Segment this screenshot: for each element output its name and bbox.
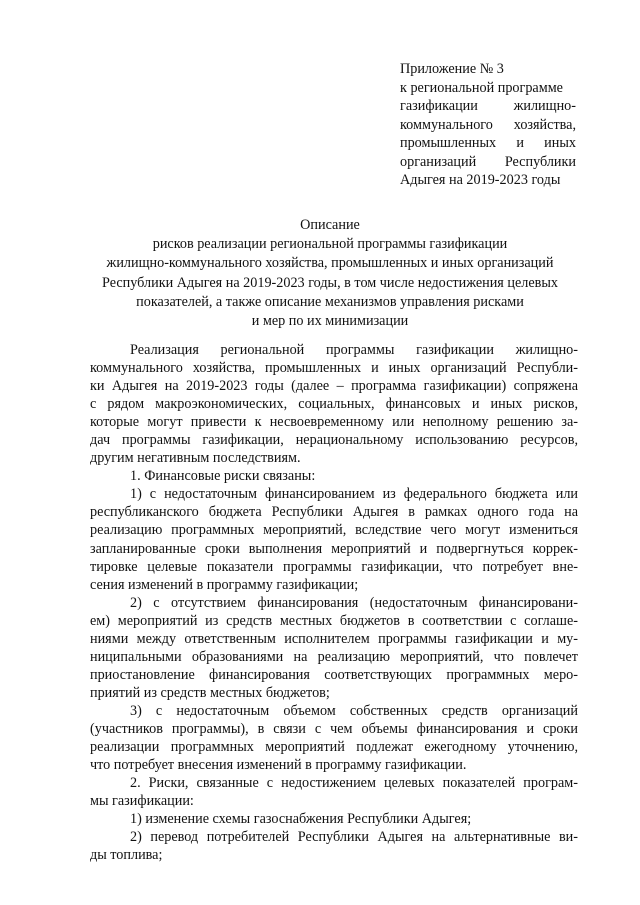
body-line: тировке целевые показатели программы газификации, что потребует вне-	[90, 558, 578, 575]
annex-line: промышленных и иных	[400, 135, 576, 151]
body-line: приостановление финансирования соответствующих программных меро-	[90, 666, 578, 683]
annex-header	[400, 60, 576, 190]
body-line: 1) изменение схемы газоснабжения Республики Адыгея;	[130, 811, 472, 828]
body-line: ки Адыгея на 2019-2023 годы (далее – программа газификации) сопряжена	[90, 378, 578, 395]
title-line: Республики Адыгея на 2019-2023 годы, в том числе недостижения целевых	[102, 274, 558, 291]
annex-line: организаций Республики	[400, 153, 576, 170]
body-line: сения изменений в программу газификации;	[90, 576, 359, 593]
annex-line: Адыгея на 2019-2023 годы	[400, 172, 561, 188]
body-line: дач программы газификации, нерациональному использованию ресурсов,	[90, 432, 578, 449]
title-line: и мер по их минимизации	[251, 313, 409, 330]
body-line: 2) с отсутствием финансирования (недостаточным финансировани-	[130, 594, 578, 611]
body-line: с рядом макроэкономических, социальных, финансовых и иных рисков,	[90, 396, 578, 413]
body-line: Реализация региональной программы газификации жилищно-	[130, 342, 578, 358]
body-line: мы газификации:	[90, 793, 194, 810]
body-line: ниципальными образованиями на реализацию мероприятий, что повлечет	[90, 648, 578, 665]
document-title	[80, 216, 580, 331]
body-line: которые могут привести к несвоевременному или неполному решению за-	[90, 414, 578, 431]
body-line: (участников программы), в связи с чем объемы финансирования и сроки	[90, 720, 578, 737]
body-line: другим негативным последствиям.	[90, 450, 301, 467]
title-line: показателей, а также описание механизмов управления рисками	[136, 293, 524, 310]
title-line: рисков реализации региональной программы газификации	[152, 236, 508, 253]
body-line: 2) перевод потребителей Республики Адыгея на альтернативные ви-	[130, 829, 578, 846]
body-line: республиканского бюджета Республики Адыгея в рамках одного года на	[90, 504, 578, 521]
body-line: запланированные сроки выполнения мероприятий и подвергнуться коррек-	[90, 540, 578, 557]
body-line: приятий из средств местных бюджетов;	[90, 684, 330, 701]
body-line: ды топлива;	[90, 847, 163, 864]
annex-line: Приложение № 3	[400, 61, 504, 77]
body-line: реализации программных мероприятий подлежат ежегодному уточнению,	[90, 739, 578, 756]
title-line: жилищно-коммунального хозяйства, промышленных и иных организаций	[106, 255, 554, 272]
body-line: 1. Финансовые риски связаны:	[130, 468, 316, 485]
document-body	[90, 341, 578, 864]
body-line: ниями между ответственным исполнителем программы газификации и му-	[90, 630, 578, 647]
annex-line: газификации жилищно-	[400, 98, 576, 114]
body-line: ем) мероприятий из средств местных бюджетов в соответствии с соглаше-	[90, 612, 578, 629]
annex-line: коммунального хозяйства,	[400, 116, 576, 133]
body-line: реализацию программных мероприятий, вследствие чего могут измениться	[90, 522, 578, 539]
title-line: Описание	[300, 217, 360, 233]
annex-line: к региональной программе	[400, 79, 563, 96]
body-line: 3) с недостаточным объемом собственных средств организаций	[130, 702, 578, 719]
body-line: коммунального хозяйства, промышленных и иных организаций Республи-	[90, 360, 578, 377]
body-line: 1) с недостаточным финансированием из федерального бюджета или	[130, 486, 578, 503]
body-line: 2. Риски, связанные с недостижением целевых показателей програм-	[130, 775, 578, 792]
body-line: что потребует внесения изменений в программу газификации.	[90, 757, 467, 774]
